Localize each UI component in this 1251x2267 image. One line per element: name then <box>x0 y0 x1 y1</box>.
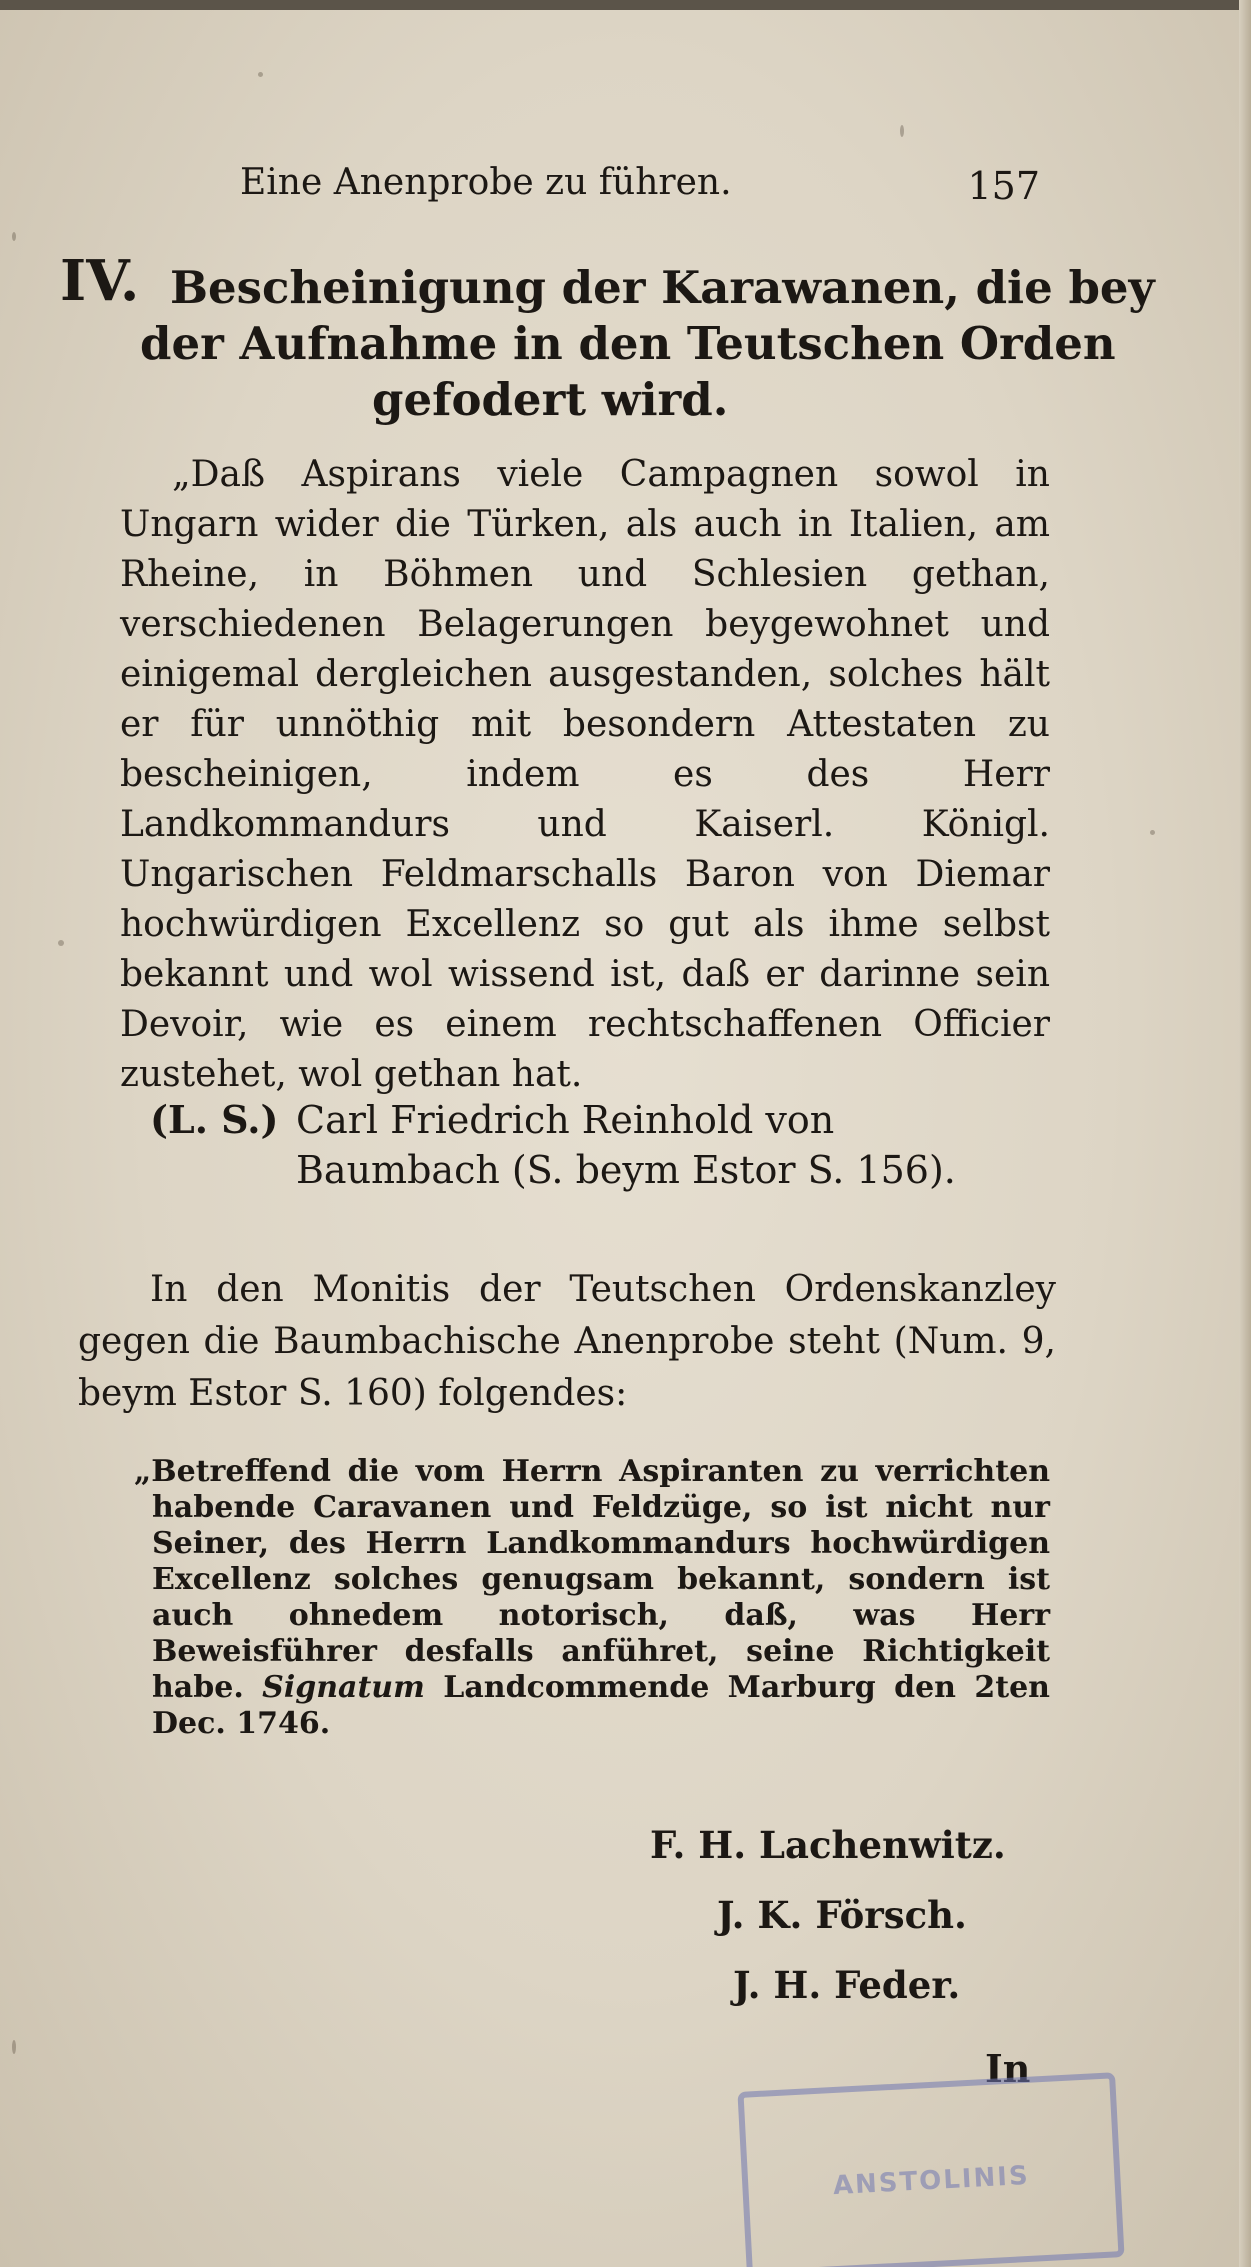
signer-2: J. K. Försch. <box>717 1893 967 1937</box>
quoted-document <box>110 1454 1050 1742</box>
ink-speck <box>900 125 904 137</box>
page-number: 157 <box>967 164 1040 208</box>
page-right-edge <box>1239 0 1251 2267</box>
signer-1: F. H. Lachenwitz. <box>650 1823 1006 1867</box>
section-title-line-1: Bescheinigung der Karawanen, die bey <box>170 261 1155 314</box>
ink-speck <box>58 940 64 946</box>
page-top-edge <box>0 0 1251 10</box>
catchword: In <box>985 2046 1031 2091</box>
running-title: Eine Anenprobe zu führen. <box>240 162 732 203</box>
section-title-line-2: der Aufnahme in den Teutschen Orden <box>140 317 1116 370</box>
body-paragraph-1: „Daß Aspirans viele Campagnen sowol in Ungarn wider die Türken, als auch in Italien, am Rheine, in Böhmen und Schlesien gethan, verschiedenen Belagerungen beygewohnet und einigemal dergleichen ausgestanden, solches hält er für unnöthig mit besondern Attestaten zu bescheinigen, indem es des Herr Landkommandurs und Kaiserl. Königl. Ungarischen Feldmarschalls Baron von Diemar hochwürdigen Excellenz so gut als ihme selbst bekannt und wol wissend ist, daß er darinne sein Devoir, wie es einem rechtschaffenen Officier zustehet, wol gethan hat. <box>120 454 1050 1095</box>
ink-speck <box>12 232 16 241</box>
body-paragraph-2: In den Monitis der Teutschen Ordenskanzley gegen die Baumbachische Anenprobe steht (Num. 9, beym Estor S. 160) folgendes: <box>78 1269 1056 1414</box>
running-header <box>220 162 1060 212</box>
quote-place-date: Landcommende Marburg den 2ten Dec. 1746. <box>152 1670 1050 1741</box>
signer-3: J. H. Feder. <box>733 1963 961 2007</box>
signatum-label: Signatum <box>262 1670 425 1705</box>
signatory-name: Carl Friedrich Reinhold von Baumbach (S. beym Estor S. 156). <box>296 1098 956 1192</box>
library-stamp <box>737 2072 1124 2267</box>
ink-speck <box>1150 830 1155 835</box>
section-number: IV. <box>60 248 140 314</box>
section-title-line-3: gefodert wird. <box>372 373 729 426</box>
stamp-text: ANSTOLINIS <box>832 2160 1031 2202</box>
seal-mark: (L. S.) <box>150 1097 279 1142</box>
ink-speck <box>258 72 263 77</box>
ink-speck <box>12 2040 16 2054</box>
quote-text: „Betreffend die vom Herrn Aspiranten zu verrichten habende Caravanen und Feldzüge, so ist nicht nur Seiner, des Herrn Landkommandurs hochwürdigen Excellenz solches genugsam bekannt, sondern ist auch ohnedem notorisch, daß, was Herr Beweisführer desfalls anführet, seine Richtigkeit habe. <box>134 1454 1050 1705</box>
